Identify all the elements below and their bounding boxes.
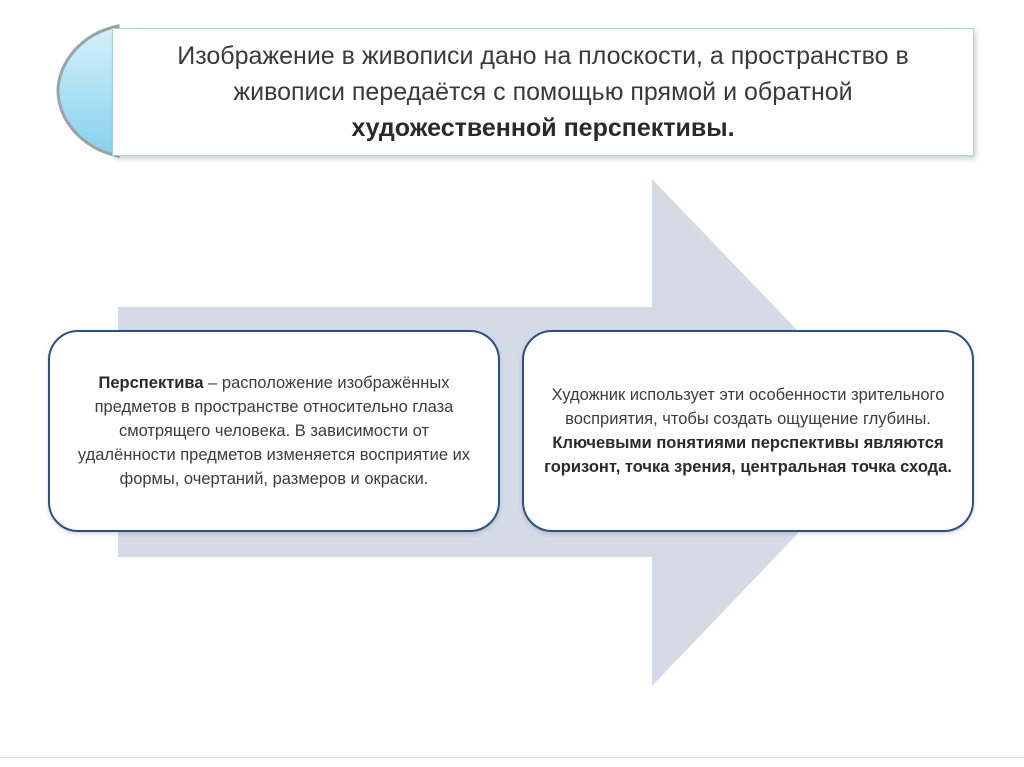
header-box (112, 28, 974, 156)
header-text-bold: художественной перспективы. (351, 114, 735, 142)
header-text (143, 38, 943, 146)
perspective-definition-card (48, 330, 500, 532)
perspective-definition-text (70, 371, 478, 491)
slide-bottom-border (0, 757, 1024, 758)
artist-usage-text (544, 383, 952, 479)
artist-usage-card (522, 330, 974, 532)
perspective-definition: – расположение изображённых предметов в пространстве относительно глаза смотрящего человека. В зависимости от удалённости предметов изменяется восприятие их формы, очертаний, размеров и окраски. (77, 374, 471, 488)
key-concepts-bold: Ключевыми понятиями перспективы являются горизонт, точка зрения, центральная точка схода. (544, 434, 952, 476)
artist-usage-regular: Художник использует эти особенности зрительного восприятия, чтобы создать ощущение глубины. (551, 386, 945, 428)
perspective-term: Перспектива (98, 374, 204, 392)
header-text-regular: Изображение в живописи дано на плоскости, а пространство в живописи передаётся с помощью прямой и обратной (177, 42, 909, 106)
header-block (50, 22, 980, 162)
